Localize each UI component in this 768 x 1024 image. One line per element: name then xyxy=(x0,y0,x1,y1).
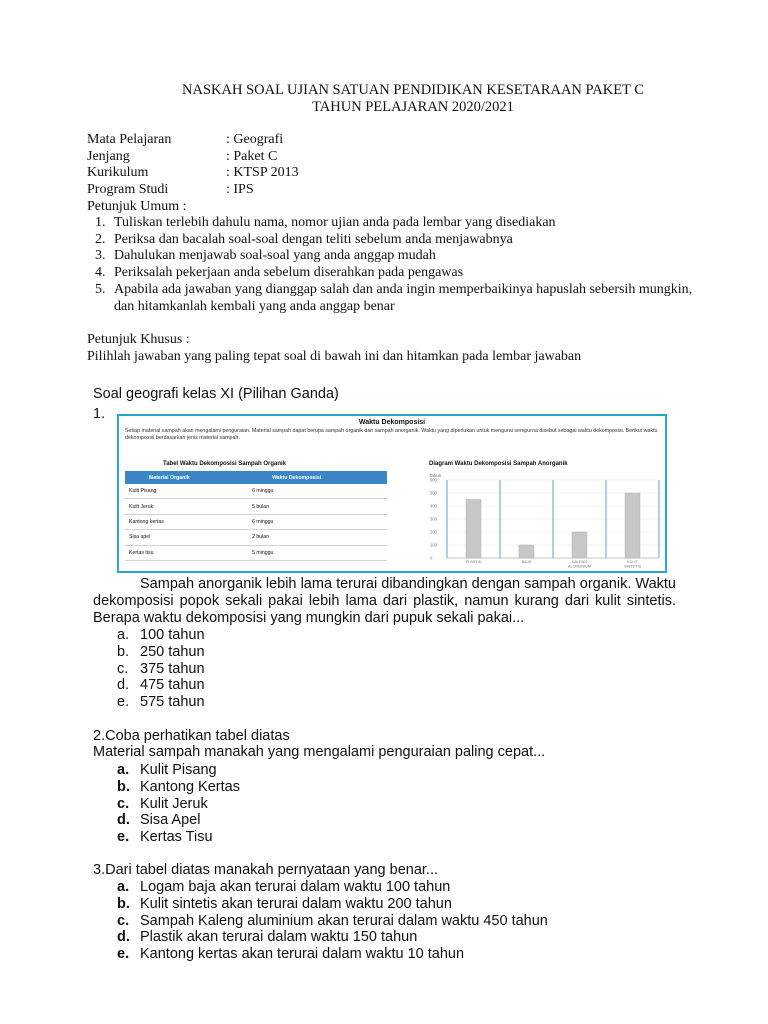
figure-heading: Waktu Dekomposisi xyxy=(358,419,426,426)
option-d[interactable]: d. 475 tahun xyxy=(117,677,205,694)
option-a[interactable]: a. Kulit Pisang xyxy=(117,762,217,778)
option-b[interactable]: b. Kantong Kertas xyxy=(117,778,240,795)
table-cell: 2 bulan xyxy=(248,530,387,545)
organic-decomposition-table xyxy=(125,471,387,561)
general-instructions xyxy=(95,215,705,315)
option-e[interactable]: e. Kertas Tisu xyxy=(117,829,213,846)
meta-curriculum: Kurikulum : KTSP 2013 xyxy=(87,165,299,181)
y-tick-label: 200 xyxy=(430,529,437,535)
meta-program: Program Studi : IPS xyxy=(87,182,254,198)
table-row xyxy=(125,499,387,514)
table-cell: Kertas tisu xyxy=(125,545,248,560)
question-2-stem: Material sampah manakah yang mengalami penguraian paling cepat... xyxy=(93,744,546,760)
table-cell: Kantong kertas xyxy=(125,514,248,529)
x-tick-label: ALUMUNIUM xyxy=(568,564,591,569)
table-row xyxy=(125,484,387,499)
y-tick-label: 500 xyxy=(430,490,437,496)
list-item: 3. Dahulukan menjawab soal-soal yang anda anggap mudah xyxy=(95,248,436,264)
meta-subject: Mata Pelajaran : Geografi xyxy=(87,132,284,147)
option-a[interactable]: a. Logam baja akan terurai dalam waktu 100 tahun xyxy=(117,879,451,895)
y-tick-label: 400 xyxy=(430,503,437,509)
exam-meta xyxy=(87,132,299,216)
exam-title: NASKAH SOAL UJIAN SATUAN PENDIDIKAN KESETARAAN PAKET C xyxy=(182,82,644,98)
y-axis-label: Tahun xyxy=(429,473,442,478)
special-instructions-text: Pilihlah jawaban yang paling tepat soal di bawah ini dan hitamkan pada lembar jawaban xyxy=(87,349,582,364)
x-tick-label: BAJA xyxy=(521,560,532,564)
meta-level: Jenjang : Paket C xyxy=(87,148,278,164)
table-header: Material Organik xyxy=(125,471,248,484)
table-title: Tabel Waktu Dekomposisi Sampah Organik xyxy=(163,461,287,467)
question-2-intro: 2.Coba perhatikan tabel diatas xyxy=(93,728,290,744)
section-title: Soal geografi kelas XI (Pilihan Ganda) xyxy=(93,386,339,402)
chart-title: Diagram Waktu Dekomposisi Sampah Anorganik xyxy=(429,461,568,467)
general-instructions-label: Petunjuk Umum : xyxy=(87,198,187,214)
option-c[interactable]: c. 375 tahun xyxy=(117,660,205,677)
y-tick-label: 600 xyxy=(430,477,437,483)
bar xyxy=(625,493,640,558)
option-e[interactable]: e. 575 tahun xyxy=(117,694,205,711)
option-a[interactable]: a. 100 tahun xyxy=(117,627,205,643)
table-cell: 5 bulan xyxy=(248,499,387,514)
x-tick-label: PLASTIK xyxy=(465,560,482,564)
table-cell: Kulit Jeruk xyxy=(125,499,248,514)
table-cell: 6 minggu xyxy=(248,514,387,529)
table-row xyxy=(125,514,387,529)
table-cell: 5 minggu xyxy=(248,545,387,560)
option-c[interactable]: c. Sampah Kaleng aluminium akan terurai dalam waktu 450 tahun xyxy=(117,912,548,929)
x-tick-label: KALENG xyxy=(571,560,588,564)
option-c[interactable]: c. Kulit Jeruk xyxy=(117,795,208,812)
list-item: 5. Apabila ada jawaban yang dianggap salah dan anda ingin memperbaikinya hapuslah sebersih mungkin, dan hitamkanlah kembali yang anda anggap benar xyxy=(95,281,693,314)
question-3-stem: 3.Dari tabel diatas manakah pernyataan yang benar... xyxy=(93,862,439,878)
option-d[interactable]: d. Plastik akan terurai dalam waktu 150 tahun xyxy=(117,929,418,946)
bar xyxy=(572,532,587,558)
bar xyxy=(466,500,481,559)
decomposition-figure xyxy=(117,414,667,573)
inorganic-decomposition-chart xyxy=(427,470,663,571)
x-tick-label: KULIT xyxy=(627,560,638,564)
question-1-options xyxy=(117,627,205,711)
table-cell: Kulit Pisang xyxy=(125,484,248,499)
question-3-options xyxy=(117,879,548,963)
table-row xyxy=(125,530,387,545)
y-tick-label: 0 xyxy=(430,555,433,561)
option-b[interactable]: b. Kulit sintetis akan terurai dalam waktu 200 tahun xyxy=(117,895,452,912)
option-e[interactable]: e. Kantong kertas akan terurai dalam waktu 10 tahun xyxy=(117,946,465,963)
list-item: 1. Tuliskan terlebih dahulu nama, nomor ujian anda pada lembar yang disediakan xyxy=(95,215,556,230)
option-d[interactable]: d. Sisa Apel xyxy=(117,812,201,829)
table-cell: Sisa apel xyxy=(125,530,248,545)
figure-intro: Setiap material sampah akan mengalami penguraian. Material sampah dapat berupa sampah organik dan sampah anorganik. Waktu yang diperlukan untuk mengurai sempurna disebut sebagai waktu dekomposisi. Berikut waktu dekomposisi berdasarkan jenis material sampah. xyxy=(125,428,658,441)
special-instructions-label: Petunjuk Khusus : xyxy=(87,332,190,347)
y-tick-label: 300 xyxy=(430,516,437,522)
y-tick-label: 100 xyxy=(430,542,437,548)
exam-year: TAHUN PELAJARAN 2020/2021 xyxy=(312,99,514,115)
table-header: Waktu Dekomposisi xyxy=(248,471,387,484)
bar xyxy=(519,545,534,558)
question-1-stem: Sampah anorganik lebih lama terurai dibandingkan dengan sampah organik. Waktu dekomposisi popok sekali pakai lebih lama dari plastik, namun kurang dari kulit sintetis. Berapa waktu dekomposisi yang mungkin dari pupuk sekali pakai... xyxy=(93,576,676,626)
question-2-options xyxy=(117,762,240,846)
question-1-number: 1. xyxy=(93,406,106,422)
list-item: 2. Periksa dan bacalah soal-soal dengan teliti sebelum anda menjawabnya xyxy=(95,231,513,247)
x-tick-label: SINTETIS xyxy=(623,564,642,569)
table-cell: 6 minggu xyxy=(248,484,387,499)
table-row xyxy=(125,545,387,560)
option-b[interactable]: b. 250 tahun xyxy=(117,643,205,660)
list-item: 4. Periksalah pekerjaan anda sebelum diserahkan pada pengawas xyxy=(95,265,464,281)
